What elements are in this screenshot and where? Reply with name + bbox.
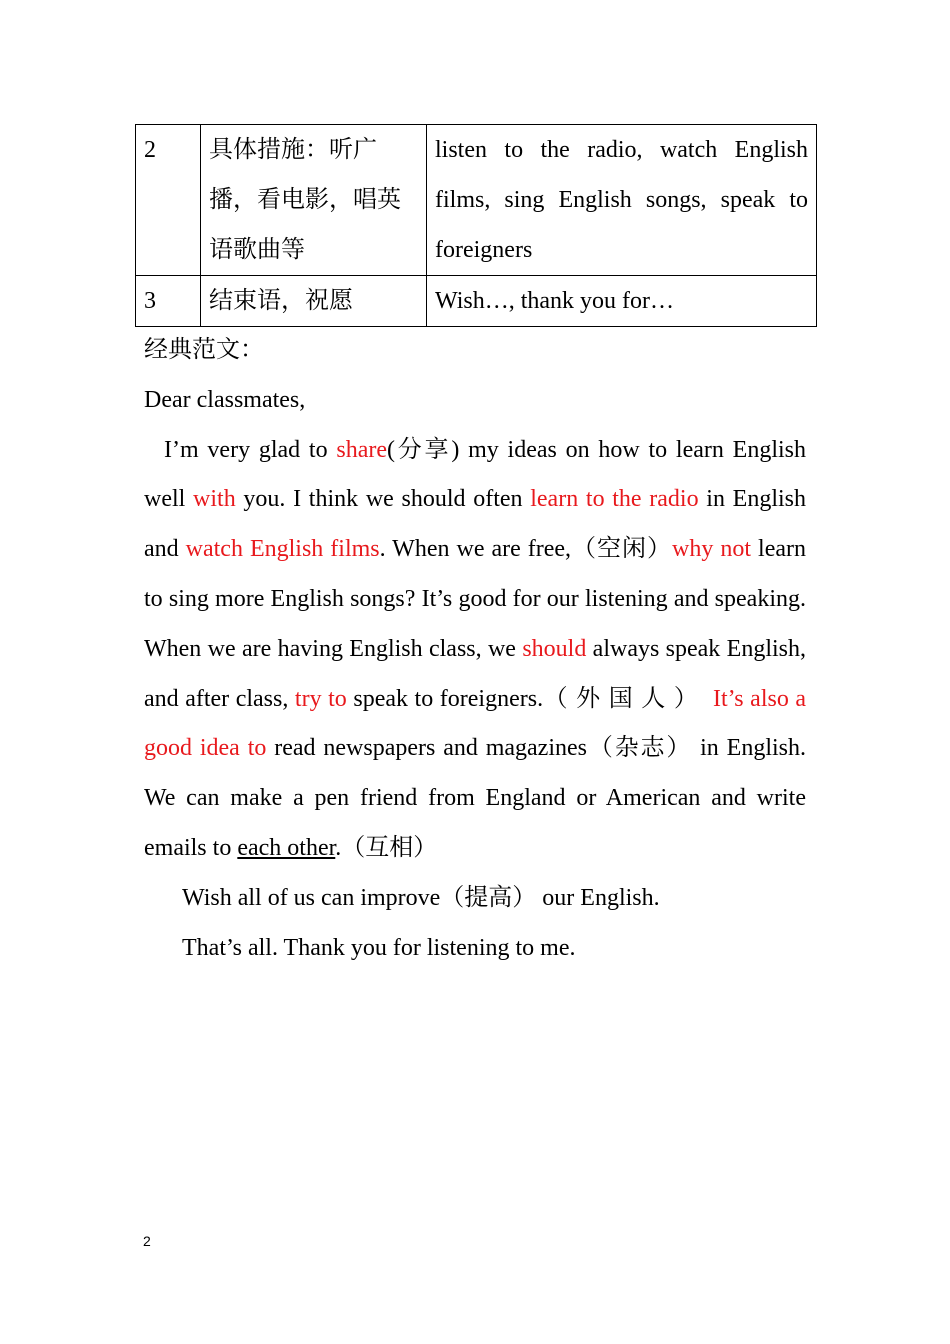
text-run: .（互相） [335,834,438,861]
step-description: 具体措施：听广播，看电影，唱英语歌曲等 [201,125,427,276]
highlighted-phrase: share [336,436,388,463]
highlighted-phrase: with [193,486,236,513]
highlighted-phrase: learn to the radio [530,486,699,513]
highlighted-phrase: why not [672,536,752,563]
wish-line: Wish all of us can improve（提高） our English. [182,884,660,911]
essay-heading: 经典范文： [144,337,264,363]
step-content: Wish…, thank you for… [427,276,817,327]
text-run: read newspapers and magazines（杂志） in English. We can make a pen friend from England or American and write emails to [144,735,806,861]
text-run: in English and [144,486,807,563]
page-number: 2 [143,1233,151,1249]
essay-body [144,326,806,973]
step-description: 结束语，祝愿 [201,276,427,327]
table-row [136,125,817,276]
text-run: (分享) my ideas on how to learn English well [144,436,806,513]
highlighted-phrase: watch English films [185,536,380,563]
row-number: 2 [136,125,201,276]
text-run: （外国人） [543,685,707,712]
text-run: learn to sing more English songs? It’s good for our listening and speaking. When we are having English class, we [144,536,806,662]
outline-table [135,124,817,327]
text-run: you. I think we should often [235,486,531,513]
highlighted-phrase: try to [294,685,347,712]
highlighted-phrase: It’s also a good idea to [144,685,807,762]
highlighted-phrase: should [522,635,587,662]
row-number: 3 [136,276,201,327]
text-run: speak to foreigners. [346,685,544,712]
table-row [136,276,817,327]
text-run: . When we are free,（空闲） [379,536,673,563]
step-content: listen to the radio, watch English films, sing English songs, speak to foreigners [427,125,817,276]
essay-greeting: Dear classmates, [144,386,306,413]
text-run: I’m very glad to [164,436,337,463]
closing-line: That’s all. Thank you for listening to me. [182,934,576,961]
text-run: always speak English, and after class, [144,635,806,712]
essay-paragraph [144,426,806,874]
underlined-phrase: each other [237,834,336,861]
